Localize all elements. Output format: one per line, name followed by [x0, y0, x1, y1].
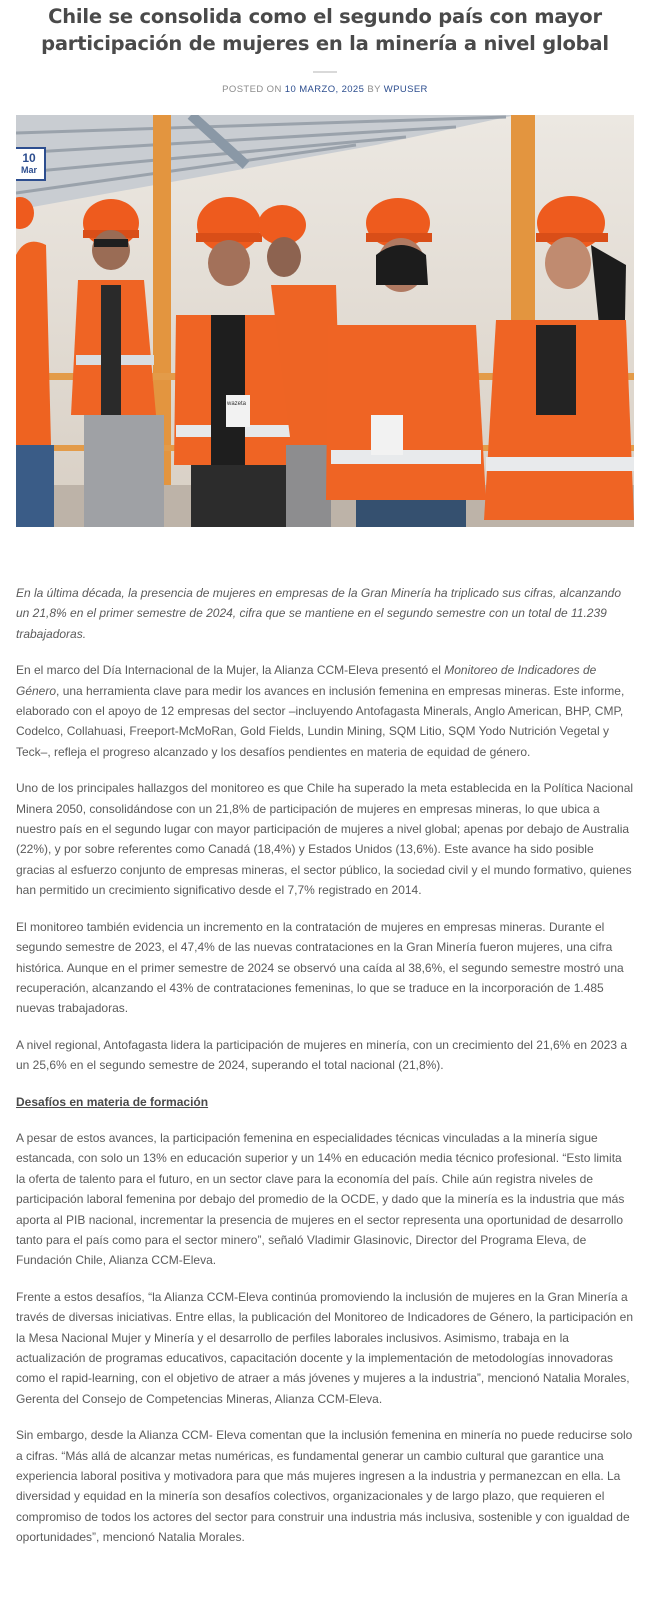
paragraph-8: Sin embargo, desde la Alianza CCM- Eleva comentan que la inclusión femenina en minería no puede reducirse solo a cifras. “Más allá de alcanzar metas numéricas, es fundamental generar un cambio cultural que garantice una experiencia laboral positiva y motivadora para que más mujeres ingresen a la industria y permanezcan en ella. La diversidad y equidad en la minería son desafíos colectivos, organizacionales y de largo plazo, que requieren el compromiso de todos los actores del sector para construir una industria más inclusiva, sostenible y con igualdad de oportunidades”, mencionó Natalia Morales.: [16, 1428, 633, 1545]
paragraph-3: Uno de los principales hallazgos del monitoreo es que Chile ha superado la meta establecida en la Política Nacional Minera 2050, consolidándose con un 21,8% de participación de mujeres en empresas mineras, lo que ubica a nuestro país en el segundo lugar con mayor participación de mujeres a nivel global; apenas por debajo de Australia (22%), y por sobre referentes como Canadá (18,4%) y Estados Unidos (13,6%). Este avance ha sido posible gracias al esfuerzo conjunto de empresas mineras, el sector público, la sociedad civil y el mundo formativo, quienes han permitido un crecimiento significativo desde el 7,7% registrado en 2014.: [16, 781, 634, 898]
article-body: [16, 583, 634, 1548]
paragraph-7: Frente a estos desafíos, “la Alianza CCM-Eleva continúa promoviendo la inclusión de mujeres en la Gran Minería a través de diversas iniciativas. Entre ellas, la publicación del Monitoreo de Indicadores de Género, la participación en la Mesa Nacional Mujer y Minería y el desarrollo de perfiles laborales inclusivos. Asimismo, trabaja en la actualización de programas educativos, capacitación docente y la implementación de metodologías innovadoras como el rapid-learning, con el objetivo de atraer a más jóvenes y mujeres a la industria”, mencionó Natalia Morales, Gerenta del Consejo de Competencias Mineras, Alianza CCM-Eleva.: [16, 1289, 634, 1406]
featured-image: [16, 115, 634, 527]
post-meta: [16, 84, 634, 95]
posted-on-label: POSTED ON: [222, 84, 282, 95]
paragraph-2-start: En el marco del Día Internacional de la Mujer, la Alianza CCM-Eleva presentó el: [16, 663, 445, 678]
paragraph-5: A nivel regional, Antofagasta lidera la participación de mujeres en minería, con un crecimiento del 21,6% en 2023 a un 25,6% en el segundo semestre de 2024, superando el total nacional (21,8%).: [16, 1037, 628, 1073]
date-badge: [16, 147, 46, 181]
post-header: [0, 0, 650, 95]
title-divider: [313, 71, 337, 73]
monitoring-report-name: Monitoreo de Indicadores de Género: [16, 663, 597, 698]
featured-photo: [16, 115, 634, 527]
post-title: Chile se consolida como el segundo país con mayor participación de mujeres en la minería a nivel global: [41, 5, 609, 55]
date-badge-day: 10: [22, 151, 36, 165]
author-link[interactable]: WPUSER: [383, 84, 428, 95]
post-date-link[interactable]: 10 MARZO, 2025: [284, 84, 365, 95]
paragraph-2-end: , una herramienta clave para medir los avances en inclusión femenina en empresas mineras. Este informe, elaborado con el apoyo de 12 empresas del sector –incluyendo Antofagasta Minerals, Anglo American, BHP, CMP, Codelco, Collahuasi, Freeport-McMoRan, Gold Fields, Lundin Mining, SQM Litio, SQM Yodo Nutrición Vegetal y Teck–, refleja el progreso alcanzado y los desafíos pendientes en materia de equidad de género.: [16, 683, 625, 759]
lanyard-card-text: wazeta: [227, 401, 247, 407]
paragraph-4: El monitoreo también evidencia un incremento en la contratación de mujeres en empresas mineras. Durante el segundo semestre de 2023, el 47,4% de las nuevas contrataciones en la Gran Minería fueron mujeres, una cifra histórica. Aunque en el primer semestre de 2024 se observó una caída al 38,6%, el segundo semestre mostró una recuperación, alcanzando el 43% de contrataciones femeninas, lo que se traduce en la incorporación de 1.485 nuevas trabajadoras.: [16, 919, 624, 1016]
section-heading: Desafíos en materia de formación: [16, 1094, 209, 1109]
lead-paragraph: En la última década, la presencia de mujeres en empresas de la Gran Minería ha triplicado sus cifras, alcanzando un 21,8% en el primer semestre de 2024, cifra que se mantiene en el segundo semestre con un total de 11.239 trabajadoras.: [16, 586, 621, 641]
paragraph-6: A pesar de estos avances, la participación femenina en especialidades técnicas vinculadas a la minería sigue estancada, con solo un 13% en educación superior y un 14% en educación media técnico profesional. “Esto limita la oferta de talento para el futuro, en un sector clave para la economía del país. Chile aún registra niveles de participación laboral femenina por debajo del promedio de la OCDE, y dado que la minería es la industria que más aporta al PIB nacional, incrementar la presencia de mujeres en el sector representa una oportunidad de desarrollo tanto para el país como para el sector minero”, señaló Vladimir Glasinovic, Director del Programa Eleva, de Fundación Chile, Alianza CCM-Eleva.: [16, 1130, 625, 1268]
date-badge-month: Mar: [20, 165, 37, 175]
paragraph-2: [16, 660, 634, 762]
by-label: BY: [367, 84, 381, 95]
